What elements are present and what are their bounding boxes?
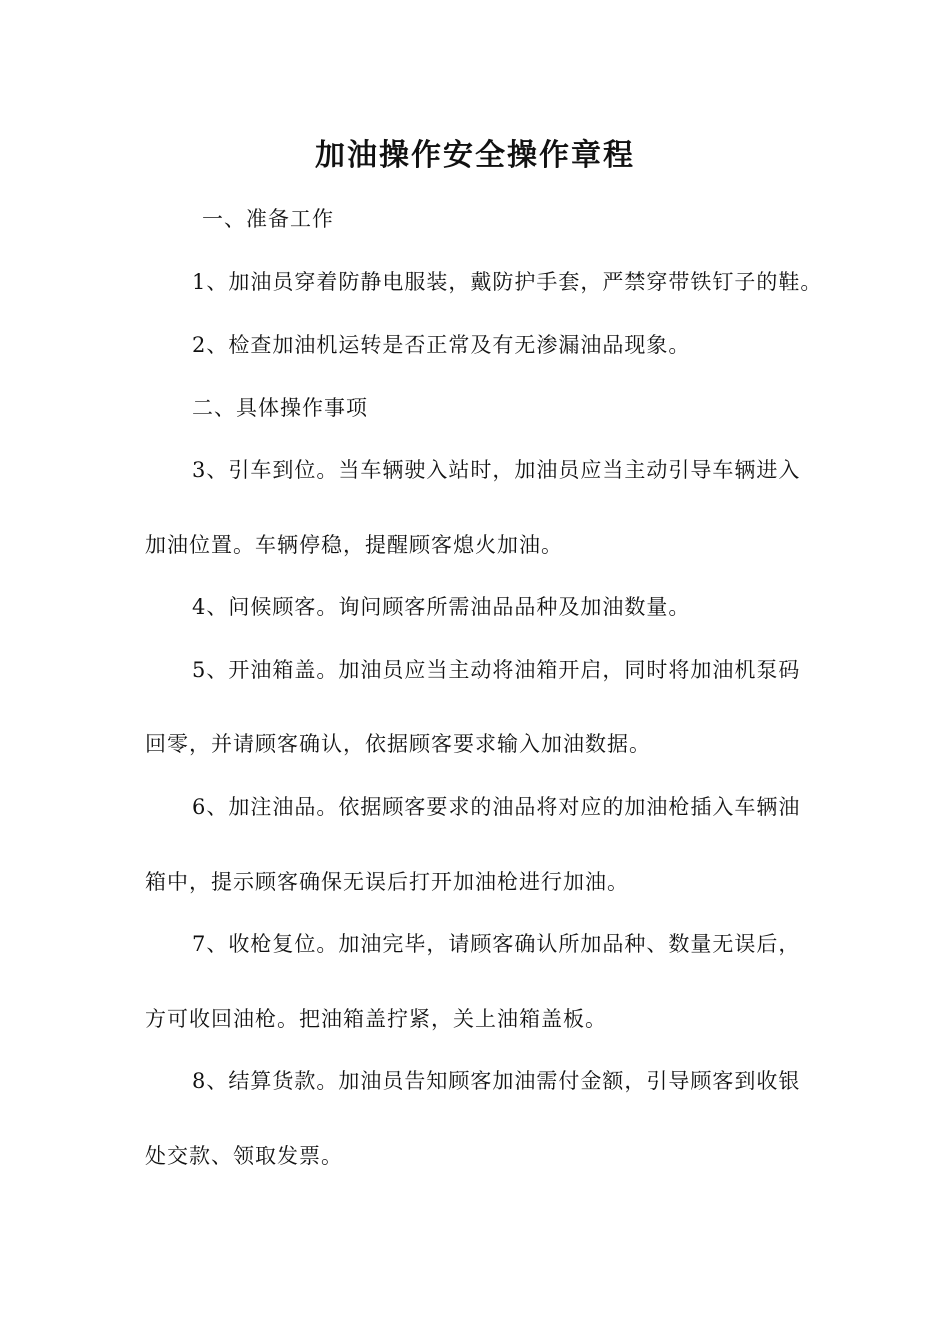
paragraph-line: 回零，并请顾客确认，依据顾客要求输入加油数据。 — [145, 732, 651, 756]
paragraph-line: 3、引车到位。当车辆驶入站时，加油员应当主动引导车辆进入 — [192, 458, 801, 482]
section-heading-operations: 二、具体操作事项 — [192, 396, 368, 420]
paragraph-line: 8、结算货款。加油员告知顾客加油需付金额，引导顾客到收银 — [192, 1069, 801, 1093]
paragraph-line: 1、加油员穿着防静电服装，戴防护手套，严禁穿带铁钉子的鞋。 — [192, 270, 823, 294]
paragraph-line: 方可收回油枪。把油箱盖拧紧，关上油箱盖板。 — [145, 1007, 607, 1031]
section-heading-preparation: 一、准备工作 — [202, 207, 334, 231]
paragraph-line: 箱中，提示顾客确保无误后打开加油枪进行加油。 — [145, 870, 629, 894]
paragraph-line: 4、问候顾客。询问顾客所需油品品种及加油数量。 — [192, 595, 691, 619]
paragraph-line: 加油位置。车辆停稳，提醒顾客熄火加油。 — [145, 533, 563, 557]
document-title: 加油操作安全操作章程 — [315, 138, 635, 173]
paragraph-line: 2、检查加油机运转是否正常及有无渗漏油品现象。 — [192, 333, 691, 357]
paragraph-line: 7、收枪复位。加油完毕，请顾客确认所加品种、数量无误后， — [192, 932, 801, 956]
paragraph-line: 5、开油箱盖。加油员应当主动将油箱开启，同时将加油机泵码 — [192, 658, 801, 682]
paragraph-line: 处交款、领取发票。 — [145, 1144, 343, 1168]
paragraph-line: 6、加注油品。依据顾客要求的油品将对应的加油枪插入车辆油 — [192, 795, 801, 819]
